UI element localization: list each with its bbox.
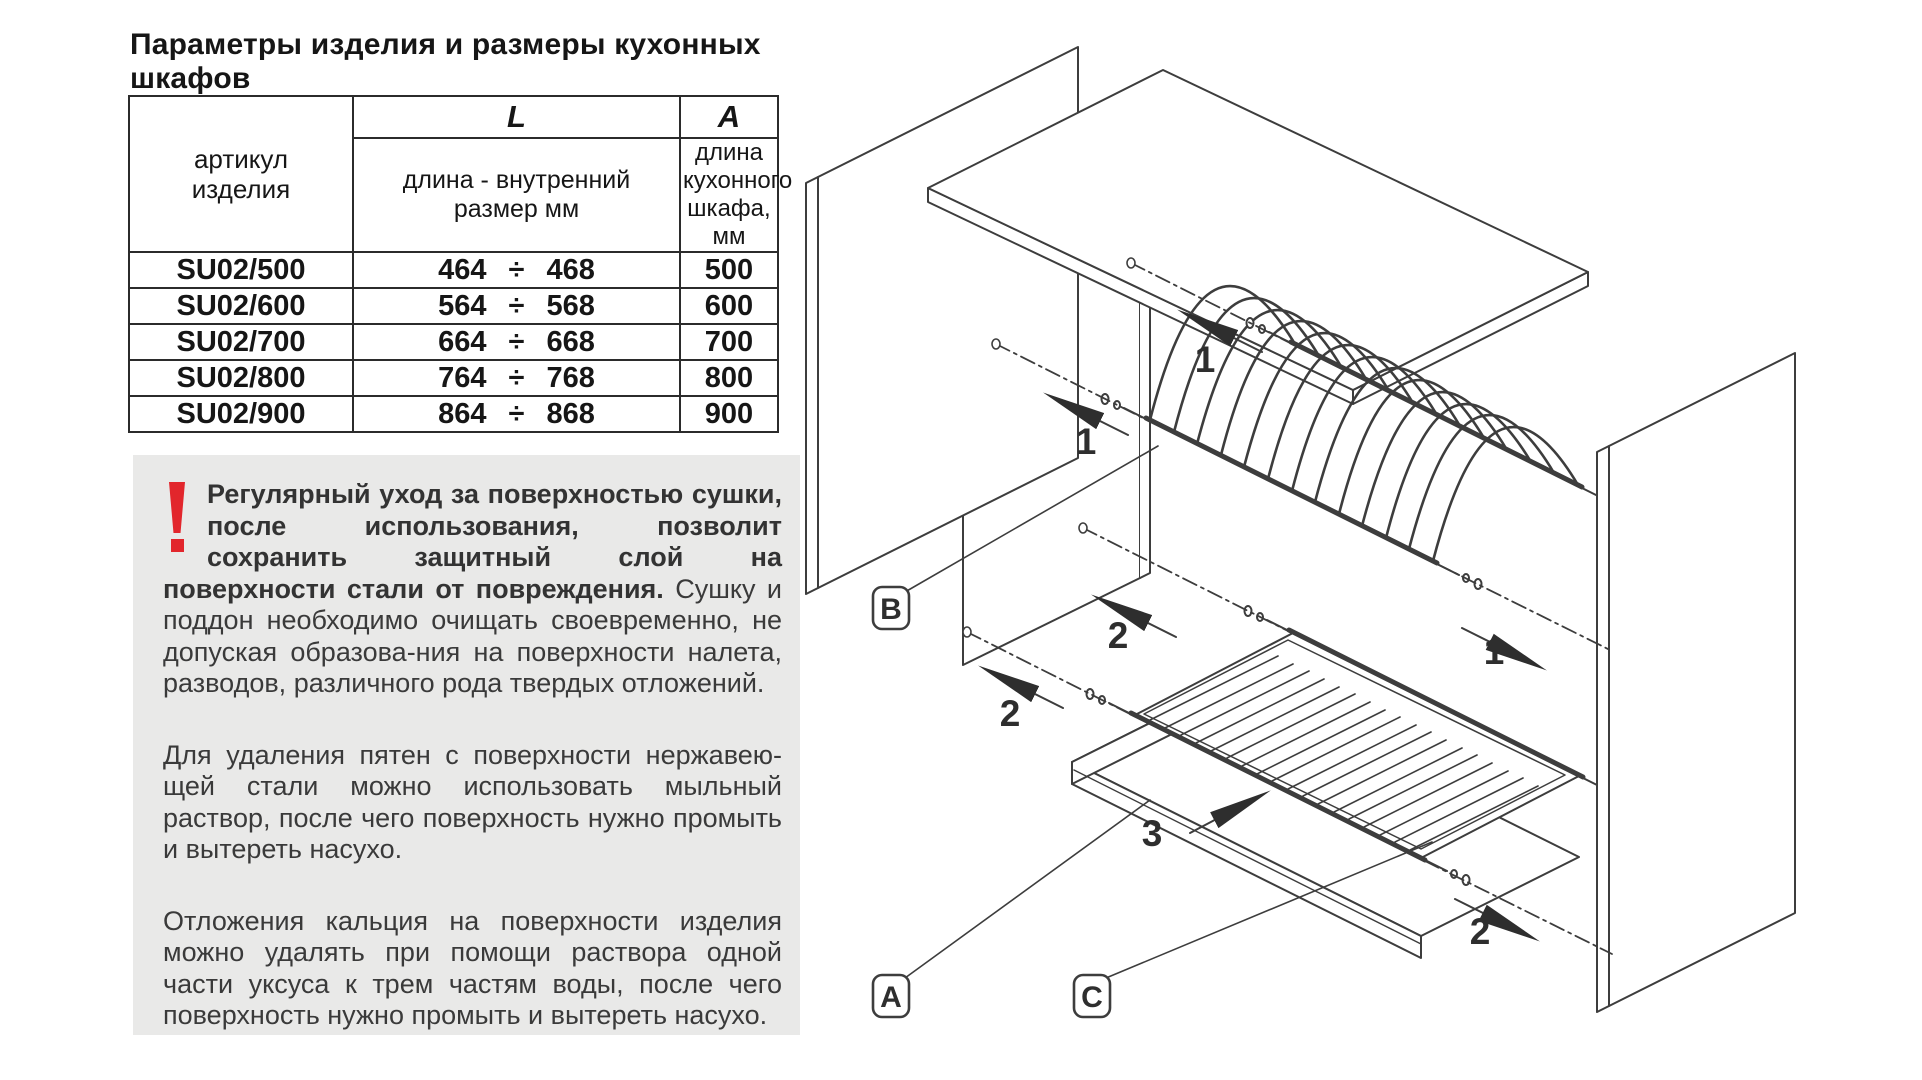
- l-range-cell: 764 ÷ 768: [353, 360, 680, 396]
- callout-number: 1: [1194, 339, 1216, 380]
- callout-number: 2: [999, 693, 1021, 734]
- table-row: [129, 396, 778, 432]
- callout-arrow-2: [987, 670, 1063, 708]
- table-header-article: артикул изделия: [129, 96, 353, 252]
- mounting-hole: [1079, 523, 1087, 533]
- part-label-letter: C: [1081, 981, 1103, 1014]
- callout-number: 2: [1107, 615, 1129, 656]
- a-cell: 800: [680, 360, 778, 396]
- article-cell: SU02/700: [129, 324, 353, 360]
- a-cell: 900: [680, 396, 778, 432]
- callout-number: 2: [1469, 911, 1491, 952]
- callout-arrow-2: [1455, 899, 1531, 937]
- part-label-letter: A: [880, 981, 902, 1014]
- a-cell: 700: [680, 324, 778, 360]
- table-row: [129, 252, 778, 288]
- article-cell: SU02/800: [129, 360, 353, 396]
- notice-paragraph-2: Для удаления пятен с поверхности нержавею-щей стали можно использовать мыльный раствор, после чего поверхность нужно промыть и вытереть насухо.: [163, 739, 782, 864]
- l-range-cell: 664 ÷ 668: [353, 324, 680, 360]
- exploded-cabinet-diagram: [700, 30, 1922, 1050]
- l-range-cell: 464 ÷ 468: [353, 252, 680, 288]
- a-cell: 600: [680, 288, 778, 324]
- page-title: Параметры изделия и размеры кухонных шкафов: [130, 28, 761, 95]
- notice-text-bold: Регулярный уход за поверхностью сушки, после использования, позволит сохранить защитный слой на поверхности стали от повреждения.: [163, 479, 782, 604]
- mounting-axis: [1437, 564, 1612, 651]
- table-header-l-desc: длина - внутренний размер мм: [353, 138, 680, 252]
- article-cell: SU02/500: [129, 252, 353, 288]
- spec-table: [128, 95, 793, 433]
- table-header-a-symbol: A: [680, 96, 778, 138]
- exclamation-icon: [163, 482, 197, 552]
- l-range-cell: 564 ÷ 568: [353, 288, 680, 324]
- callout-number: 1: [1483, 631, 1505, 672]
- l-range-cell: 864 ÷ 868: [353, 396, 680, 432]
- table-header-a-desc: длина кухонного шкафа, мм: [680, 138, 778, 252]
- a-cell: 500: [680, 252, 778, 288]
- notice-text: Сушку и поддон необходимо очищать своевременно, не допуская образова-ния на поверхности налета, разводов, различного рода твердых отложений.: [163, 573, 782, 698]
- notice-paragraph-1: [163, 479, 782, 700]
- part-label-letter: B: [880, 593, 902, 626]
- article-cell: SU02/600: [129, 288, 353, 324]
- table-header-l-symbol: L: [353, 96, 680, 138]
- callout-number: 1: [1075, 421, 1097, 462]
- table-row: [129, 324, 778, 360]
- callout-number: 3: [1141, 813, 1163, 854]
- table-row: [129, 288, 778, 324]
- cabinet-right-panel: [1597, 353, 1795, 1012]
- table-row: [129, 360, 778, 396]
- mounting-hole: [992, 339, 1000, 349]
- notice-paragraph-3: Отложения кальция на поверхности изделия можно удалять при помощи раствора одной части уксуса к трем частям воды, после чего поверхность нужно промыть и вытереть насухо.: [163, 905, 782, 1030]
- article-cell: SU02/900: [129, 396, 353, 432]
- mounting-hole: [963, 627, 971, 637]
- mounting-hole: [1127, 258, 1135, 268]
